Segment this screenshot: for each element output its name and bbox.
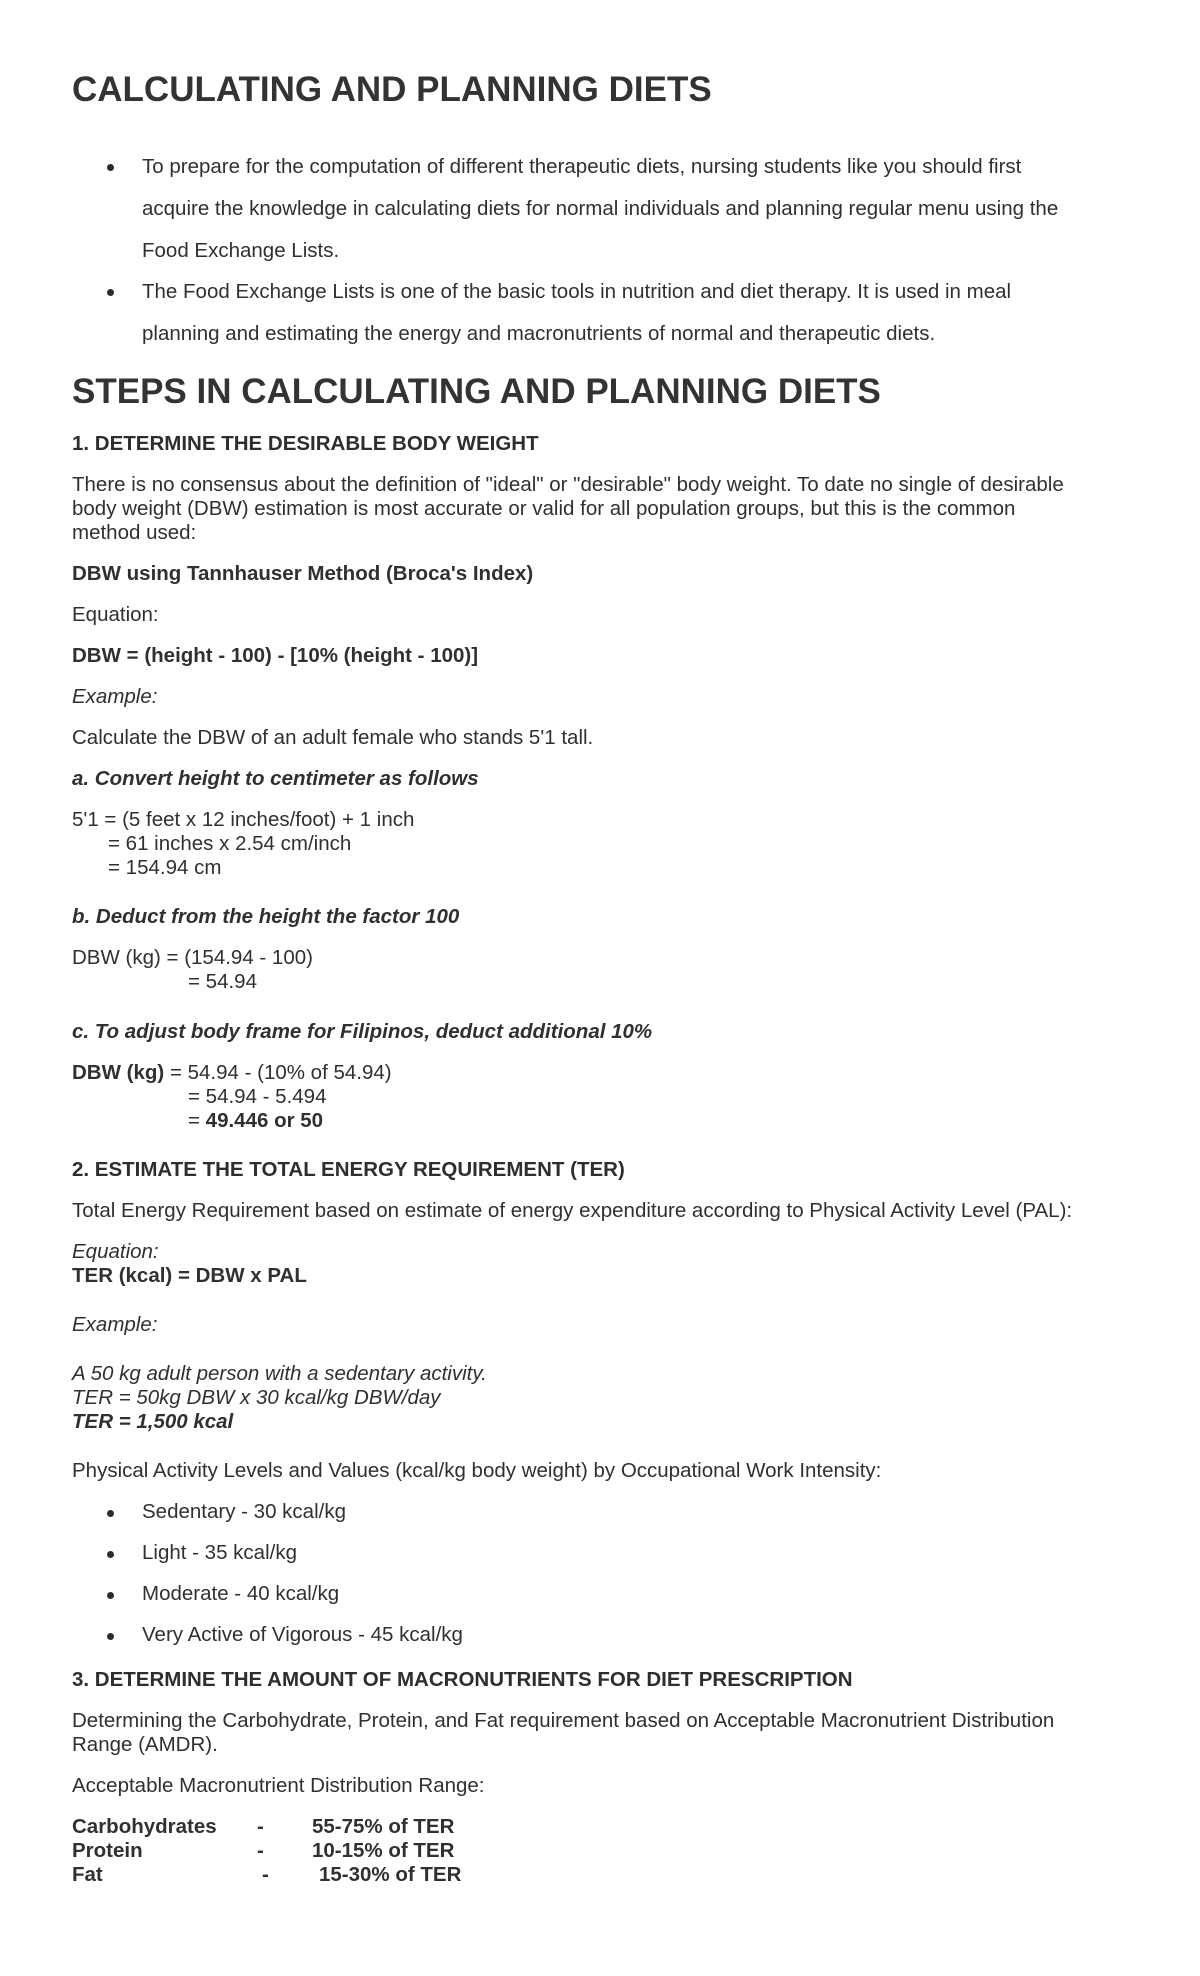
amdr-label: Acceptable Macronutrient Distribution Range:: [72, 1774, 485, 1797]
step1-c-line-1: [72, 1061, 392, 1085]
bullet-dot-icon: [107, 1551, 114, 1558]
step1-b-line-2: = 54.94: [188, 970, 257, 993]
step1-c-line-3: [188, 1109, 323, 1133]
pal-item: Moderate - 40 kcal/kg: [142, 1582, 340, 1605]
amdr-dash: -: [262, 1863, 269, 1886]
step1-a-line-2: = 61 inches x 2.54 cm/inch: [108, 832, 352, 855]
step1-c-line-2: = 54.94 - 5.494: [188, 1085, 327, 1108]
step2-example-result: TER = 1,500 kcal: [72, 1410, 234, 1433]
amdr-name: Protein: [72, 1839, 143, 1862]
step1-b-heading: b. Deduct from the height the factor 100: [72, 905, 460, 928]
amdr-name: Carbohydrates: [72, 1815, 217, 1838]
bullet-dot-icon: [107, 289, 114, 296]
step1-b-line-1: DBW (kg) = (154.94 - 100): [72, 946, 313, 969]
pal-item: Sedentary - 30 kcal/kg: [142, 1500, 346, 1523]
step2-para: Total Energy Requirement based on estimate of energy expenditure according to Physical Activity Level (PAL):: [72, 1199, 1073, 1222]
bullet-dot-icon: [107, 1633, 114, 1640]
document-title: CALCULATING AND PLANNING DIETS: [72, 70, 712, 109]
intro-bullet-2-line-1: The Food Exchange Lists is one of the basic tools in nutrition and diet therapy. It is used in meal: [142, 280, 1012, 303]
step2-example-label: Example:: [72, 1313, 158, 1336]
step1-a-heading: a. Convert height to centimeter as follows: [72, 767, 479, 790]
amdr-dash: -: [257, 1815, 264, 1838]
step2-equation-label: Equation:: [72, 1240, 159, 1263]
step3-para-line-2: Range (AMDR).: [72, 1733, 218, 1756]
intro-bullet-1-line-2: acquire the knowledge in calculating diets for normal individuals and planning regular menu using the: [142, 197, 1059, 220]
amdr-value: 55-75% of TER: [312, 1815, 455, 1838]
step1-c-line-3-prefix: =: [188, 1109, 206, 1132]
bullet-dot-icon: [107, 1592, 114, 1599]
step1-c-line-1-text: = 54.94 - (10% of 54.94): [169, 1061, 392, 1084]
step2-example-line-1: A 50 kg adult person with a sedentary activity.: [72, 1362, 487, 1385]
step1-c-heading: c. To adjust body frame for Filipinos, deduct additional 10%: [72, 1020, 653, 1043]
step2-equation: TER (kcal) = DBW x PAL: [72, 1264, 307, 1287]
step1-c-result: 49.446 or 50: [205, 1109, 324, 1132]
step1-example-text: Calculate the DBW of an adult female who stands 5'1 tall.: [72, 726, 594, 749]
step1-heading: 1. DETERMINE THE DESIRABLE BODY WEIGHT: [72, 432, 539, 455]
bullet-dot-icon: [107, 164, 114, 171]
bullet-dot-icon: [107, 1510, 114, 1517]
step1-equation-label: Equation:: [72, 603, 159, 626]
steps-title: STEPS IN CALCULATING AND PLANNING DIETS: [72, 372, 881, 411]
step1-equation: DBW = (height - 100) - [10% (height - 100)]: [72, 644, 479, 667]
step1-method: DBW using Tannhauser Method (Broca's Index): [72, 562, 534, 585]
amdr-value: 10-15% of TER: [312, 1839, 455, 1862]
intro-bullet-1-line-1: To prepare for the computation of different therapeutic diets, nursing students like you should first: [142, 155, 1022, 178]
amdr-value: 15-30% of TER: [319, 1863, 462, 1886]
pal-item: Very Active of Vigorous - 45 kcal/kg: [142, 1623, 463, 1646]
amdr-name: Fat: [72, 1863, 103, 1886]
step1-para-line-1: There is no consensus about the definition of "ideal" or "desirable" body weight. To date no single of desirable: [72, 473, 1064, 496]
step1-para-line-3: method used:: [72, 521, 197, 544]
step1-example-label: Example:: [72, 685, 158, 708]
pal-item: Light - 35 kcal/kg: [142, 1541, 297, 1564]
step3-para-line-1: Determining the Carbohydrate, Protein, and Fat requirement based on Acceptable Macronutrient Distribution: [72, 1709, 1055, 1732]
step1-a-line-1: 5'1 = (5 feet x 12 inches/foot) + 1 inch: [72, 808, 415, 831]
step1-para-line-2: body weight (DBW) estimation is most accurate or valid for all population groups, but this is the common: [72, 497, 1016, 520]
intro-bullet-1-line-3: Food Exchange Lists.: [142, 239, 340, 262]
step1-c-label: DBW (kg): [72, 1061, 165, 1084]
step2-example-line-2: TER = 50kg DBW x 30 kcal/kg DBW/day: [72, 1386, 441, 1409]
intro-bullet-2-line-2: planning and estimating the energy and macronutrients of normal and therapeutic diets.: [142, 322, 936, 345]
step1-a-line-3: = 154.94 cm: [108, 856, 222, 879]
step2-heading: 2. ESTIMATE THE TOTAL ENERGY REQUIREMENT (TER): [72, 1158, 625, 1181]
step3-heading: 3. DETERMINE THE AMOUNT OF MACRONUTRIENTS FOR DIET PRESCRIPTION: [72, 1668, 853, 1691]
amdr-dash: -: [257, 1839, 264, 1862]
step2-pal-intro: Physical Activity Levels and Values (kcal/kg body weight) by Occupational Work Intensity:: [72, 1459, 882, 1482]
